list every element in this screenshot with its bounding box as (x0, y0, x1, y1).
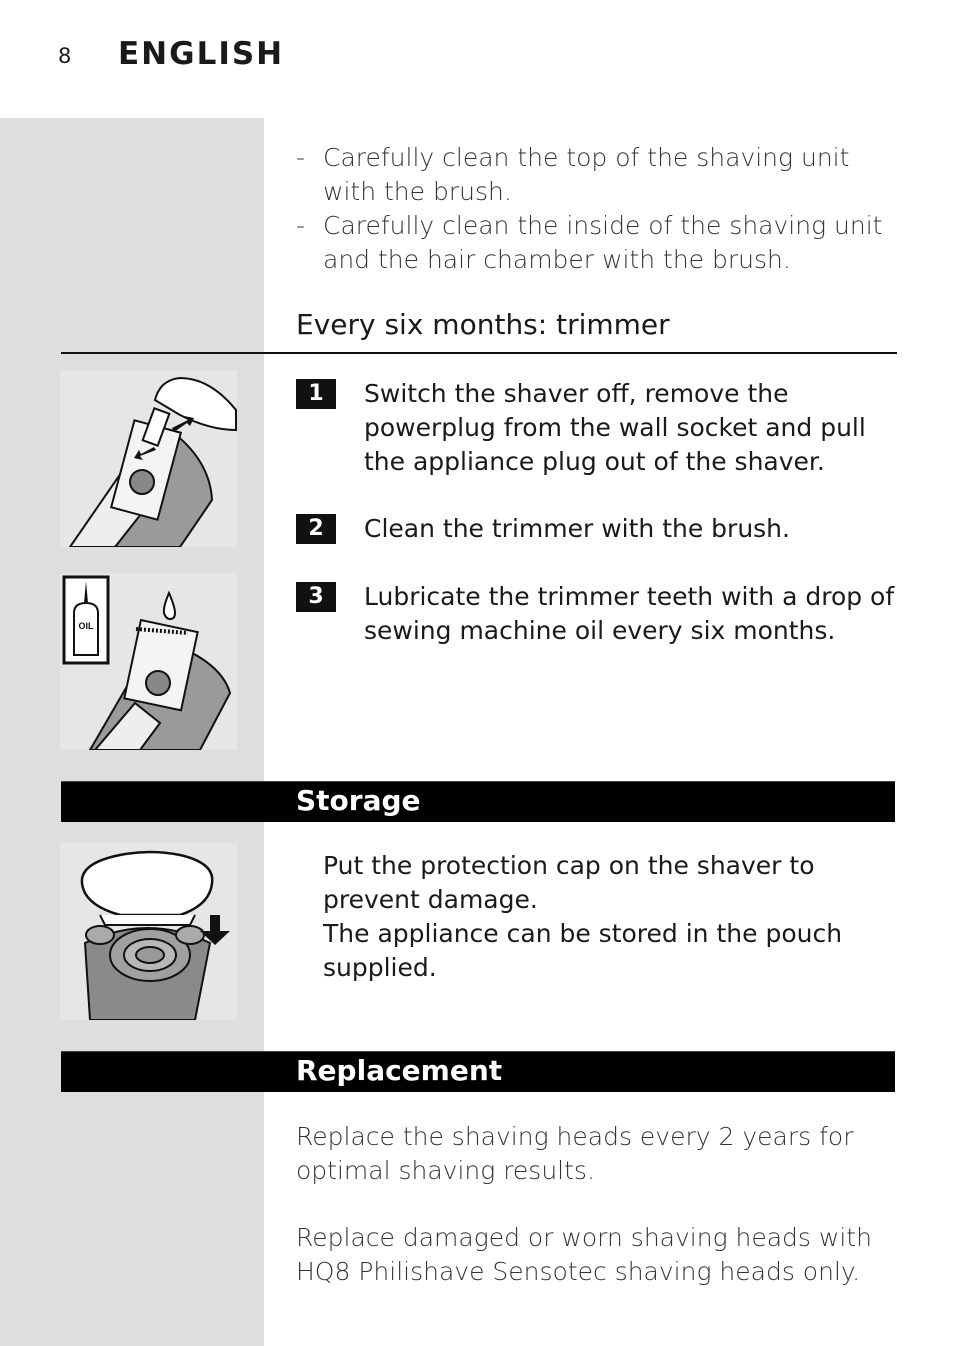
step-text: Switch the shaver off, remove the powerplug from the wall socket and pull the appliance plug out of the shaver. (364, 379, 866, 476)
protection-cap-illustration (60, 843, 237, 1020)
language-title: ENGLISH (118, 36, 285, 72)
step-number: 1 (296, 379, 336, 409)
callout-notch (237, 514, 263, 550)
trimmer-heading: Every six months: trimmer (296, 308, 670, 341)
storage-line: Put the protection cap on the shaver to prevent damage. (323, 851, 815, 914)
trimmer-step (296, 377, 896, 479)
callout-notch (237, 850, 263, 886)
bullet-dash: - (296, 143, 306, 172)
bullet-text: Carefully clean the top of the shaving unit with the brush. (323, 143, 850, 206)
bullet-text: Carefully clean the inside of the shaving unit and the hair chamber with the brush. (323, 211, 883, 274)
step-number: 3 (296, 582, 336, 612)
step-text: Clean the trimmer with the brush. (364, 514, 790, 543)
cleaning-bullets (296, 141, 896, 277)
trimmer-step (296, 512, 896, 546)
section-divider (61, 352, 897, 354)
storage-line: The appliance can be stored in the pouch supplied. (323, 919, 843, 982)
page-number: 8 (58, 44, 72, 68)
replacement-heading: Replacement (296, 1054, 503, 1087)
bullet-item (296, 141, 896, 209)
oil-bottle-illustration (60, 573, 237, 750)
trimmer-step (296, 580, 896, 648)
bullet-item (296, 209, 896, 277)
replacement-paragraph: Replace damaged or worn shaving heads with HQ8 Philishave Sensotec shaving heads only. (296, 1223, 872, 1286)
storage-heading: Storage (296, 784, 421, 817)
oil-label: OIL (78, 621, 94, 631)
brush-cleaning-illustration (60, 370, 237, 547)
step-text: Lubricate the trimmer teeth with a drop of sewing machine oil every six months. (364, 582, 895, 645)
storage-text (323, 849, 883, 985)
replacement-heading-bar (61, 1051, 895, 1092)
replacement-paragraph: Replace the shaving heads every 2 years for optimal shaving results. (296, 1122, 854, 1185)
storage-heading-bar (61, 781, 895, 822)
bullet-dash: - (296, 211, 306, 240)
callout-notch (237, 580, 263, 616)
step-number: 2 (296, 514, 336, 544)
